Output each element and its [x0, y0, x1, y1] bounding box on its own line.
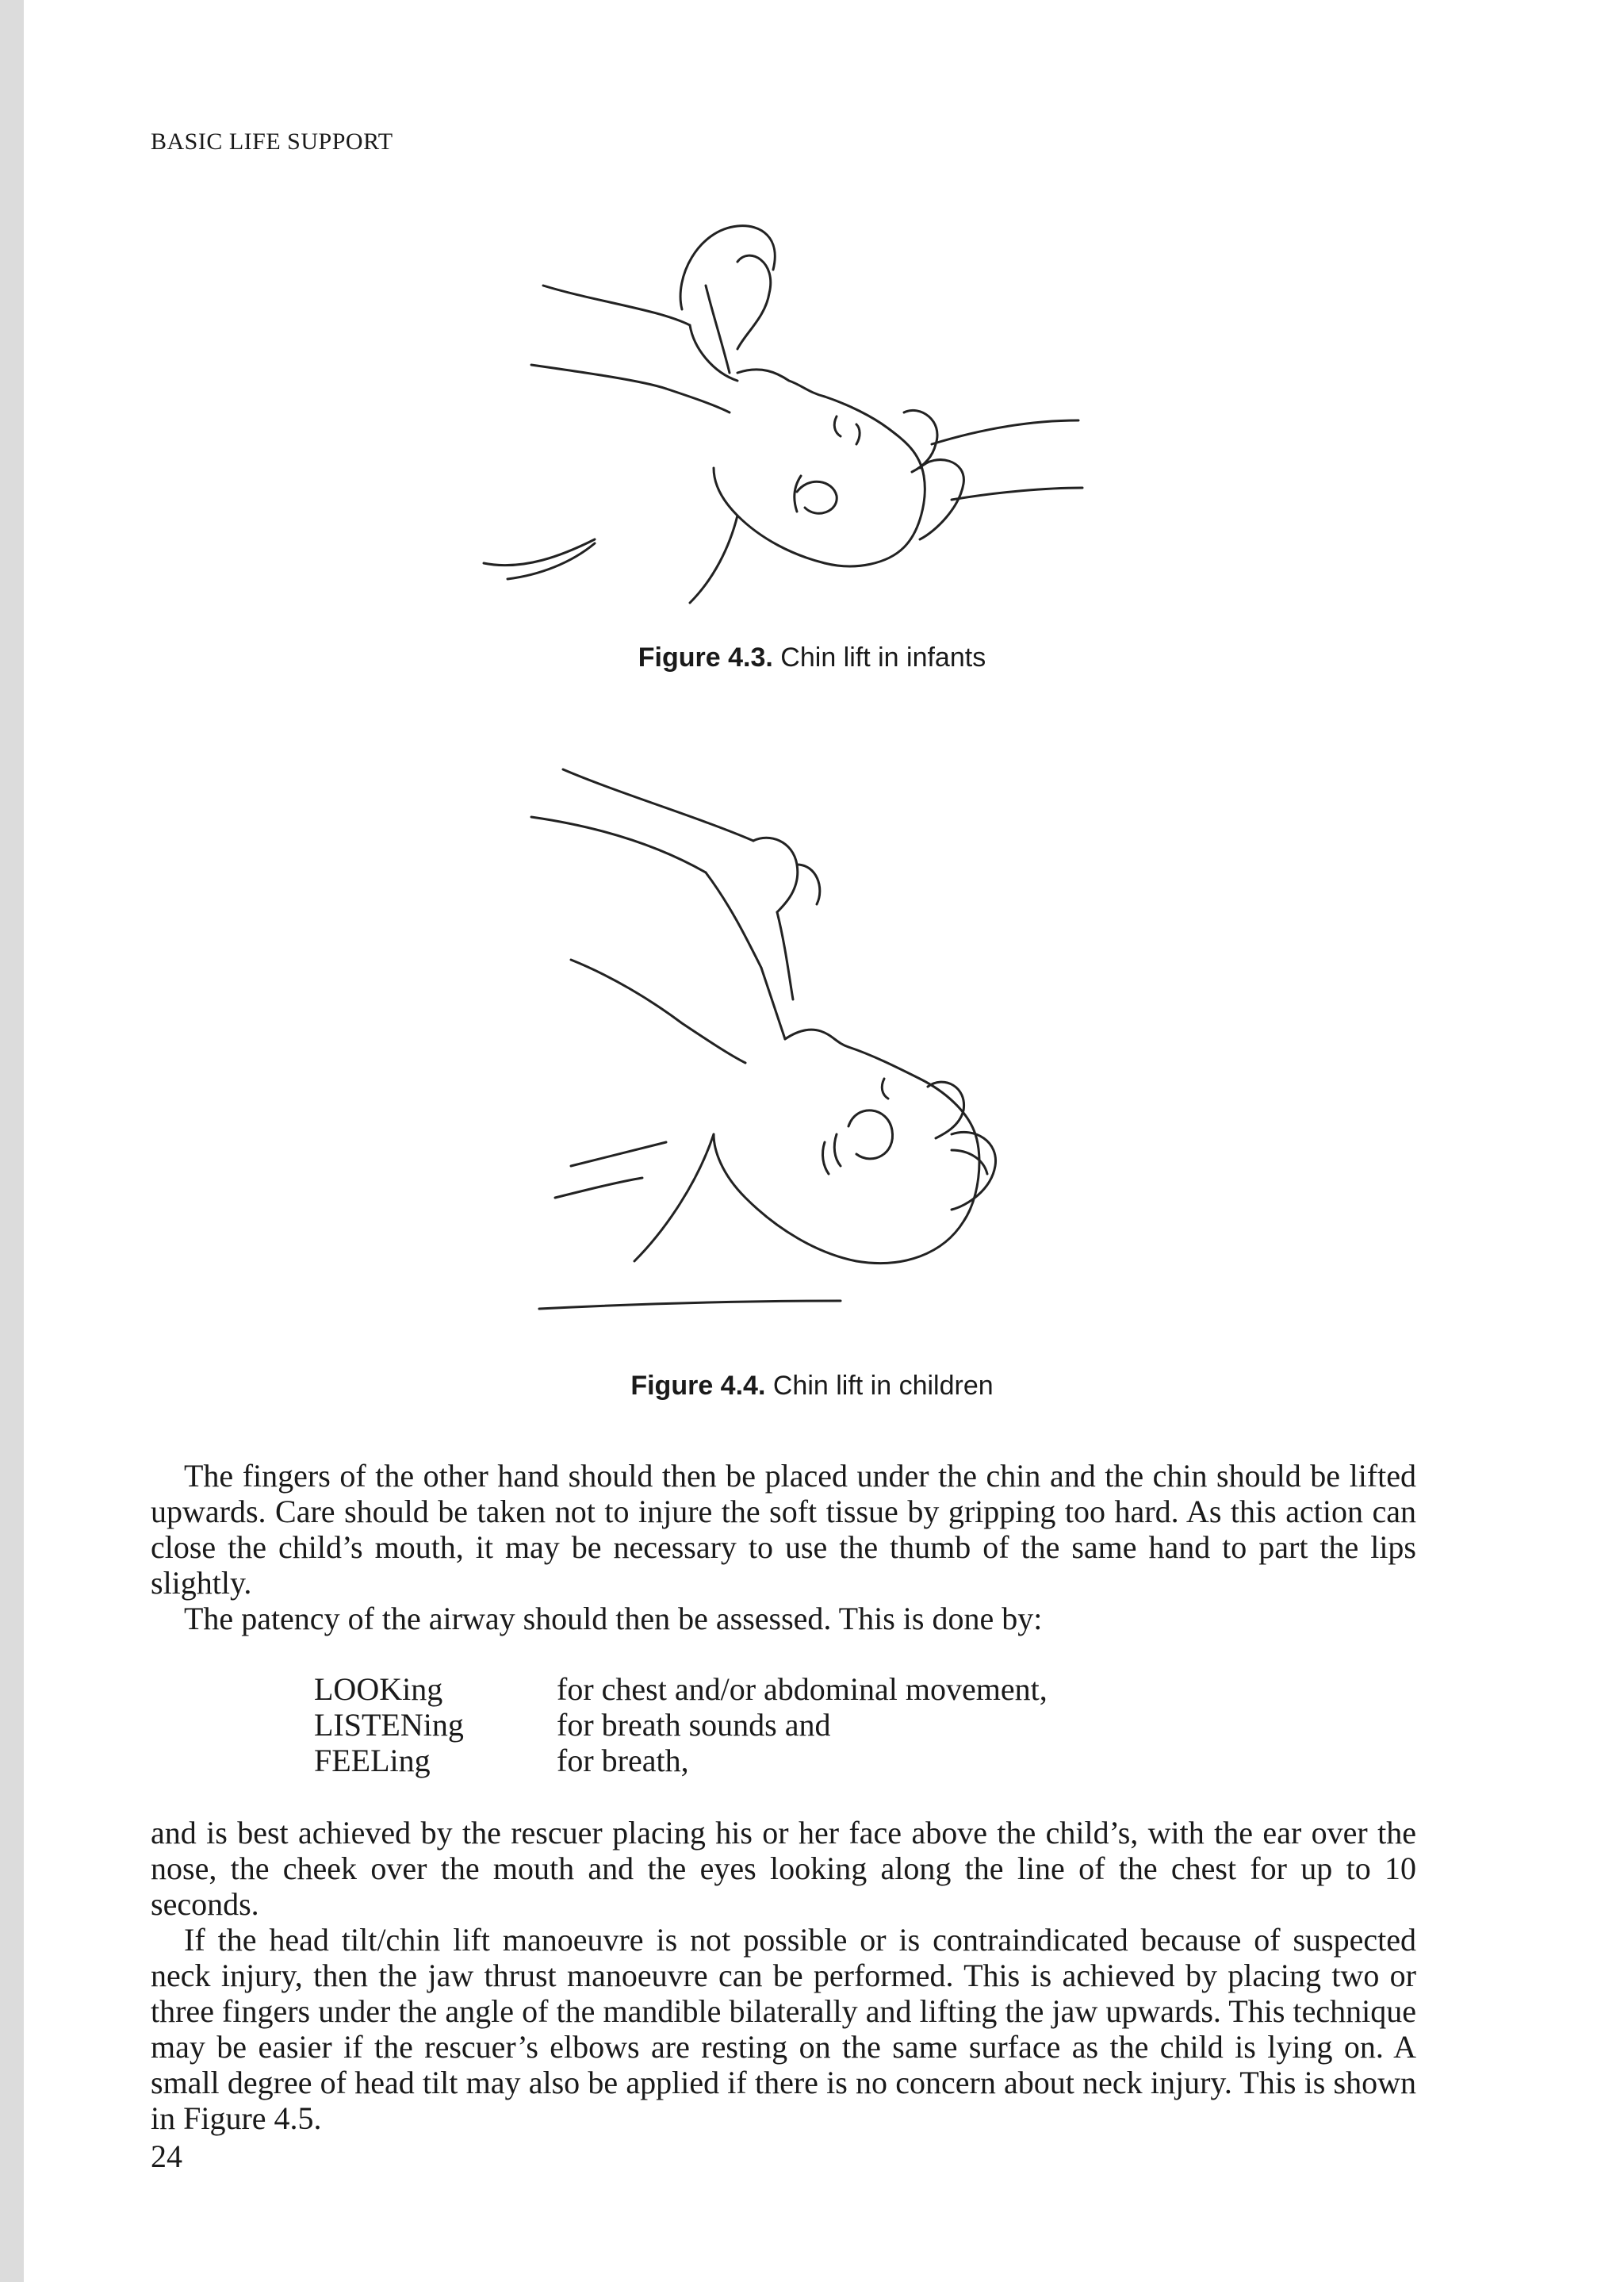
assessment-term: LISTENing	[314, 1707, 464, 1743]
figure-4-3	[0, 214, 1624, 673]
assessment-row	[314, 1671, 1048, 1707]
figure-4-4-caption	[0, 1371, 1624, 1402]
assessment-term: LOOKing	[314, 1671, 443, 1707]
paragraph-4: If the head tilt/chin lift manoeuvre is not possible or is contraindicated because of suspected neck injury, then the jaw thrust manoeuvre can be performed. This is achieved by placing two or three fingers under the angle of the mandible bilaterally and lifting the jaw upwards. This technique may be easier if the rescuer’s elbows are resting on the same surface as the child is lying on. A small degree of head tilt may also be applied if there is no concern about neck injury. This is shown in Figure 4.5.	[151, 1922, 1416, 2136]
paragraph-2: The patency of the airway should then be assessed. This is done by:	[184, 1601, 1043, 1636]
page-number: 24	[151, 2138, 182, 2174]
assessment-row	[314, 1707, 1048, 1743]
running-head: BASIC LIFE SUPPORT	[151, 128, 393, 155]
figure-4-4-label: Figure 4.4.	[630, 1371, 766, 1401]
body-text-bottom	[151, 1815, 1416, 2136]
assessment-desc: for breath sounds and	[557, 1707, 831, 1743]
assessment-desc: for breath,	[557, 1743, 689, 1778]
assessment-list	[314, 1671, 1048, 1778]
body-text-top	[151, 1458, 1416, 1636]
infant-chin-lift-illustration	[476, 214, 1126, 627]
figure-4-3-caption	[0, 642, 1624, 673]
assessment-desc: for chest and/or abdominal movement,	[557, 1671, 1048, 1707]
figure-4-3-text: Chin lift in infants	[780, 642, 986, 673]
figure-4-3-label: Figure 4.3.	[638, 642, 773, 673]
figure-4-4	[0, 754, 1624, 1401]
paragraph-3: and is best achieved by the rescuer placing his or her face above the child’s, with the ear over the nose, the cheek over the mouth and the eyes looking along the line of the chest for up to 10 seconds.	[151, 1815, 1416, 1922]
paragraph-1: The fingers of the other hand should then be placed under the chin and the chin should be lifted upwards. Care should be taken not to injure the soft tissue by gripping too hard. As this action can close the child’s mouth, it may be necessary to use the thumb of the same hand to part the lips slightly.	[151, 1458, 1416, 1601]
assessment-row	[314, 1743, 1048, 1778]
assessment-term: FEELing	[314, 1743, 431, 1778]
figure-4-4-text: Chin lift in children	[772, 1371, 994, 1401]
child-chin-lift-illustration	[523, 754, 1078, 1325]
